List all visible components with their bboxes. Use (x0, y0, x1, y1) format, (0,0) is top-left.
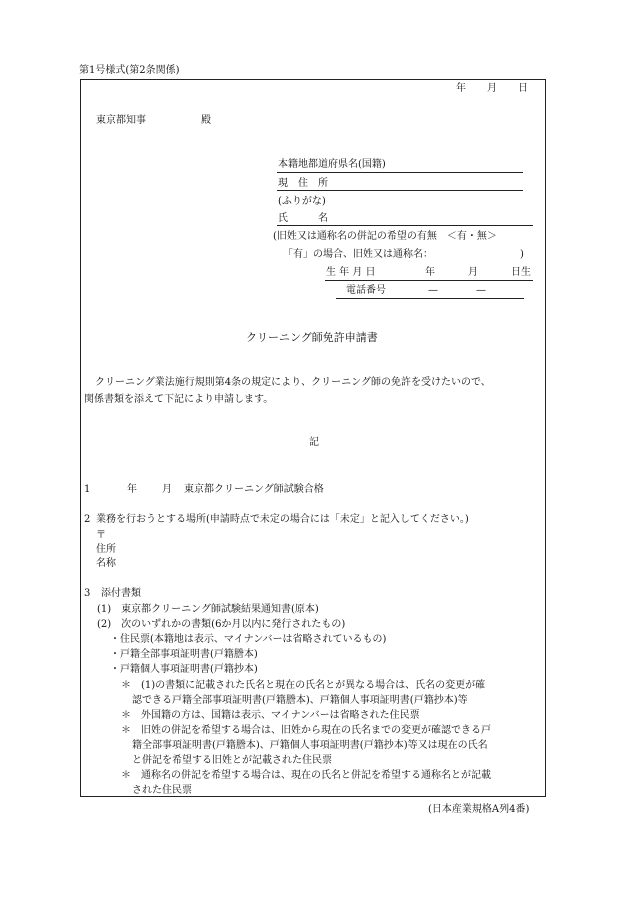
phone-underline (336, 298, 524, 299)
item3-number: 3 (84, 588, 91, 599)
kyusei-question: (旧姓又は通称名の併記の希望の有無 ＜有・無＞ (273, 231, 497, 242)
item2-number: 2 (84, 514, 91, 525)
item2-postal-mark: 〒 (96, 530, 106, 541)
item3-sub-1: (1) 東京都クリーニング師試験結果通知書(原本) (97, 604, 319, 615)
furigana-label: (ふりがな) (278, 196, 326, 207)
item3-bullet: ・戸籍個人事項証明書(戸籍抄本) (110, 664, 258, 675)
item3-note-4: ＊ 通称名の併記を希望する場合は、現在の氏名と併記を希望する通称名とが記載 (121, 770, 491, 781)
kyusei-case-label: 「有」の場合、旧姓又は通称名： (283, 249, 433, 260)
item3-note-4-cont: された住民票 (132, 785, 192, 796)
date-day-label: 日 (518, 83, 528, 94)
birth-month: 月 (468, 267, 478, 278)
honseki-label: 本籍地都道府県名(国籍) (278, 159, 386, 170)
item2-name-label: 名称 (96, 558, 116, 569)
item3-bullet: ・住民票(本籍地は表示、マイナンバーは省略されているもの) (110, 634, 387, 645)
item3-bullet: ・戸籍全部事項証明書(戸籍謄本) (110, 649, 258, 660)
body-line-1: クリーニング業法施行規則第4条の規定により、クリーニング師の免許を受けたいので、 (95, 377, 491, 388)
name-underline (277, 225, 533, 226)
item3-title: 添付書類 (101, 588, 141, 599)
addressee-honorific: 殿 (201, 115, 211, 126)
form-number: 第1号様式(第2条関係) (79, 65, 180, 76)
name-label: 氏 名 (278, 213, 328, 224)
phone-dash-2: — (476, 285, 486, 296)
document-title: クリーニング師免許申請書 (246, 331, 378, 344)
birth-underline (325, 280, 533, 281)
birth-year: 年 (425, 267, 435, 278)
date-month-label: 月 (487, 83, 497, 94)
date-year-label: 年 (456, 83, 466, 94)
phone-label: 電話番号 (346, 285, 386, 296)
item3-note-3-cont: と併記を希望する旧姓とが記載された住民票 (132, 755, 332, 766)
kyusei-close-paren: ) (520, 249, 524, 260)
address-label: 現 住 所 (278, 178, 328, 189)
item2-address-label: 住所 (96, 544, 116, 555)
item1-year: 年 (127, 484, 137, 495)
item3-note-3: ＊ 旧姓の併記を希望する場合は、旧姓から現在の氏名までの変更が確認できる戸 (121, 725, 491, 736)
phone-dash-1: — (428, 285, 438, 296)
birth-label: 生 年 月 日 (326, 267, 376, 278)
honseki-underline (277, 172, 523, 173)
body-line-2: 関係書類を添えて下記により申請します。 (84, 394, 274, 405)
item2-text: 業務を行おうとする場所(申請時点で未定の場合には「未定」と記入してください。) (96, 514, 469, 525)
footer-paper-size: (日本産業規格A列4番) (428, 804, 530, 815)
item3-note-2: ＊ 外国籍の方は、国籍は表示、マイナンバーは省略された住民票 (121, 710, 420, 721)
item1-month: 月 (162, 484, 172, 495)
addressee-name: 東京都知事 (96, 115, 146, 126)
ki-heading: 記 (309, 437, 319, 448)
item1-number: 1 (84, 484, 91, 495)
item3-note-3-cont: 籍全部事項証明書(戸籍謄本)、戸籍個人事項証明書(戸籍抄本)等又は現在の氏名 (132, 740, 488, 751)
item3-sub-2: (2) 次のいずれかの書類(6か月以内に発行されたもの) (97, 619, 346, 630)
item1-text: 東京都クリーニング師試験合格 (184, 484, 324, 495)
address-underline (277, 190, 523, 191)
item3-note-1-cont: 認できる戸籍全部事項証明書(戸籍謄本)、戸籍個人事項証明書(戸籍抄本)等 (132, 695, 468, 706)
item3-note-1: ＊ (1)の書類に記載された氏名と現在の氏名とが異なる場合は、氏名の変更が確 (121, 680, 486, 691)
birth-day: 日生 (511, 267, 531, 278)
